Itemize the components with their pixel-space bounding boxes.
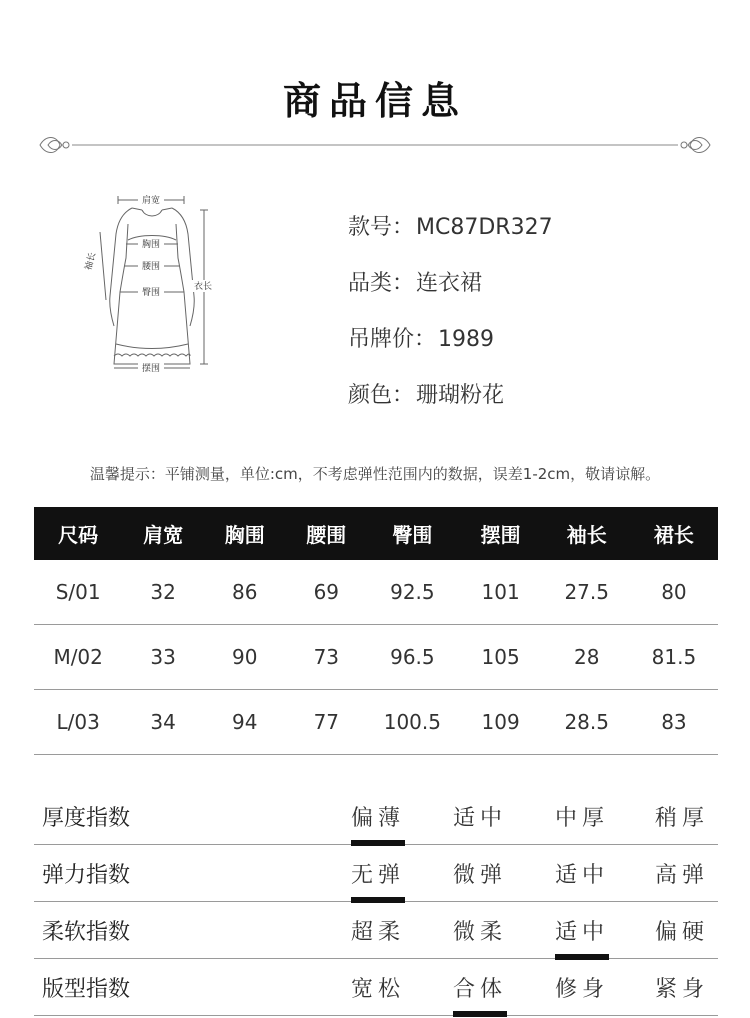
- table-cell: 27.5: [544, 560, 630, 625]
- index-option: 偏硬: [654, 920, 709, 945]
- index-label: 弹力指数: [42, 863, 131, 888]
- index-label: 柔软指数: [42, 920, 131, 945]
- index-option: 适中: [452, 806, 507, 831]
- header-cell: 胸围: [204, 507, 286, 560]
- header-cell: 裙长: [630, 507, 718, 560]
- table-cell: 32: [122, 560, 204, 625]
- diagram-label-sleeve: 袖长: [83, 251, 99, 272]
- header-cell: 腰围: [286, 507, 368, 560]
- index-option: 无弹: [350, 863, 405, 888]
- measurement-tip: 温馨提示：平铺测量，单位:cm，不考虑弹性范围内的数据，误差1-2cm，敬请谅解。: [89, 465, 661, 483]
- header-cell: 袖长: [544, 507, 630, 560]
- page-title: 商品信息: [282, 79, 467, 123]
- table-cell: S/01: [34, 560, 122, 625]
- index-label: 厚度指数: [42, 806, 131, 831]
- table-cell: 80: [630, 560, 718, 625]
- size-table-header: [34, 507, 718, 560]
- table-cell: M/02: [34, 625, 122, 690]
- index-option: 高弹: [654, 863, 709, 888]
- index-option: 紧身: [654, 977, 709, 1002]
- info-tag-price: 吊牌价：1989: [348, 327, 495, 352]
- table-cell: 109: [458, 690, 544, 755]
- table-cell: 77: [286, 690, 368, 755]
- header-cell: 肩宽: [122, 507, 204, 560]
- table-cell: 86: [204, 560, 286, 625]
- info-color: 颜色：珊瑚粉花: [348, 383, 505, 408]
- index-selected-marker: [453, 1011, 507, 1017]
- index-option: 适中: [554, 920, 609, 945]
- ornament-divider: [38, 132, 712, 158]
- info-style-no: 款号：MC87DR327: [348, 215, 553, 240]
- header-cell: 臀围: [367, 507, 458, 560]
- diagram-label-shoulder: 肩宽: [141, 196, 161, 206]
- size-table: [34, 507, 718, 755]
- index-option: 微弹: [452, 863, 507, 888]
- table-row: [34, 560, 718, 625]
- table-cell: L/03: [34, 690, 122, 755]
- index-row-fit: [34, 958, 718, 1016]
- diagram-label-hem: 摆围: [141, 364, 161, 374]
- index-row-softness: [34, 901, 718, 959]
- table-cell: 28: [544, 625, 630, 690]
- table-cell: 34: [122, 690, 204, 755]
- index-label: 版型指数: [42, 977, 131, 1002]
- info-category: 品类：连衣裙: [348, 271, 483, 296]
- index-row-elasticity: [34, 844, 718, 902]
- index-option: 微柔: [452, 920, 507, 945]
- table-cell: 73: [286, 625, 368, 690]
- index-option: 合体: [452, 977, 507, 1002]
- table-cell: 28.5: [544, 690, 630, 755]
- diagram-label-hip: 臀围: [141, 288, 161, 298]
- table-cell: 94: [204, 690, 286, 755]
- index-row-thickness: [34, 787, 718, 845]
- diagram-label-waist: 腰围: [141, 262, 161, 272]
- table-cell: 69: [286, 560, 368, 625]
- table-cell: 81.5: [630, 625, 718, 690]
- header-cell: 尺码: [34, 507, 122, 560]
- header-cell: 摆围: [458, 507, 544, 560]
- table-cell: 100.5: [367, 690, 458, 755]
- table-cell: 83: [630, 690, 718, 755]
- table-cell: 101: [458, 560, 544, 625]
- index-option: 偏薄: [350, 806, 405, 831]
- table-cell: 92.5: [367, 560, 458, 625]
- table-cell: 90: [204, 625, 286, 690]
- index-option: 修身: [554, 977, 609, 1002]
- index-option: 稍厚: [654, 806, 709, 831]
- index-option: 宽松: [350, 977, 405, 1002]
- table-cell: 33: [122, 625, 204, 690]
- table-row: [34, 625, 718, 690]
- table-cell: 105: [458, 625, 544, 690]
- diagram-label-chest: 胸围: [141, 240, 161, 250]
- index-option: 适中: [554, 863, 609, 888]
- index-option: 中厚: [554, 806, 609, 831]
- table-cell: 96.5: [367, 625, 458, 690]
- index-option: 超柔: [350, 920, 405, 945]
- table-row: [34, 690, 718, 755]
- dress-measurement-diagram: [80, 188, 220, 384]
- diagram-label-length: 衣长: [193, 282, 213, 292]
